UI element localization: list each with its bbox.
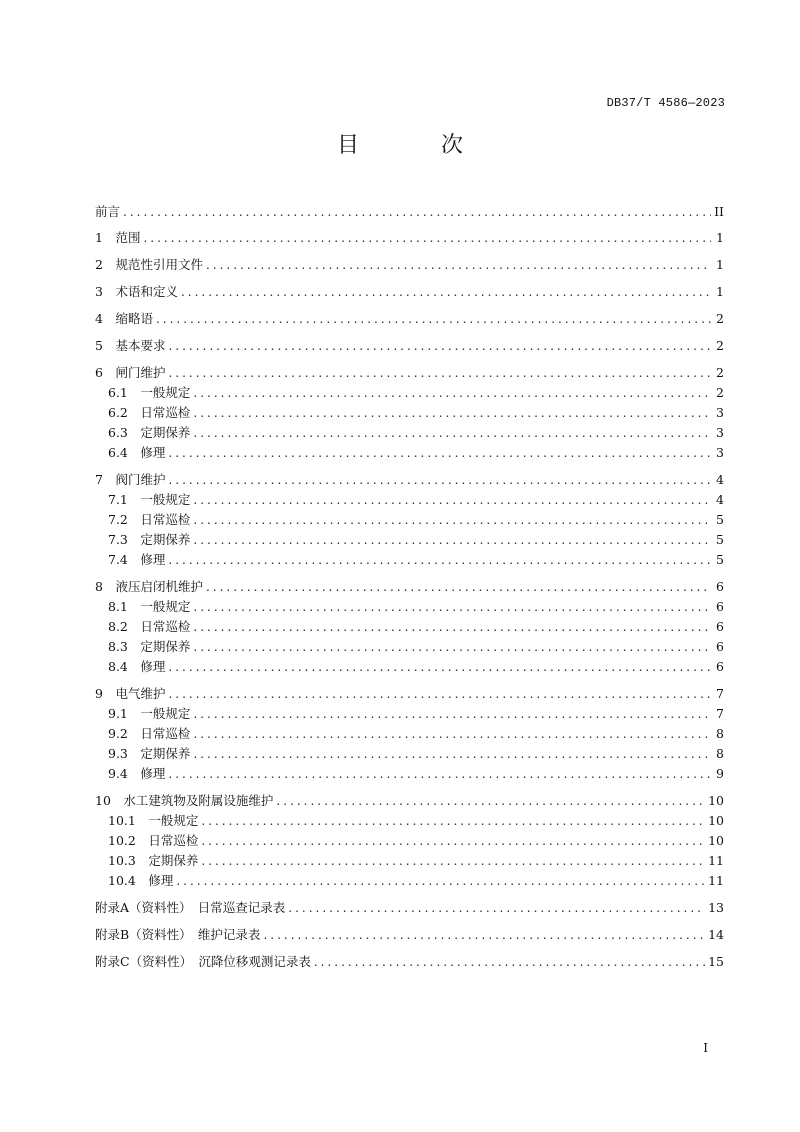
toc-entry[interactable] xyxy=(95,900,724,916)
toc-entry-page: 2 xyxy=(716,385,724,400)
toc-entry-page: 1 xyxy=(716,230,724,245)
toc-entry-label: 8.1 一般规定 xyxy=(108,599,191,614)
toc-entry-label: 9.1 一般规定 xyxy=(108,706,191,721)
toc-entry[interactable] xyxy=(95,385,724,401)
toc-leader-dots xyxy=(143,230,711,246)
page-number: I xyxy=(703,1041,708,1055)
toc-entry-page: 6 xyxy=(716,579,724,594)
toc-entry-page: 2 xyxy=(716,311,724,326)
toc-entry[interactable] xyxy=(95,472,724,488)
toc-leader-dots xyxy=(193,405,711,421)
toc-entry-page: 1 xyxy=(716,284,724,299)
toc-entry-label: 4 缩略语 xyxy=(95,311,153,326)
toc-entry[interactable] xyxy=(95,706,724,722)
toc-entry[interactable] xyxy=(95,257,724,273)
toc-leader-dots xyxy=(201,833,705,849)
toc-leader-dots xyxy=(168,338,711,354)
toc-leader-dots xyxy=(193,639,711,655)
toc-leader-dots xyxy=(314,954,705,970)
toc-entry-label: 10 水工建筑物及附属设施维护 xyxy=(95,793,274,808)
toc-entry[interactable] xyxy=(95,405,724,421)
toc-leader-dots xyxy=(193,599,711,615)
toc-entry[interactable] xyxy=(95,793,724,809)
toc-leader-dots xyxy=(193,512,711,528)
toc-entry[interactable] xyxy=(95,579,724,595)
toc-entry[interactable] xyxy=(95,833,724,849)
toc-leader-dots xyxy=(168,445,711,461)
document-code: DB37/T 4586—2023 xyxy=(606,96,725,110)
toc-entry-label: 7 阀门维护 xyxy=(95,472,166,487)
toc-entry-page: 6 xyxy=(716,659,724,674)
toc-leader-dots xyxy=(193,492,711,508)
toc-entry[interactable] xyxy=(95,619,724,635)
toc-entry[interactable] xyxy=(95,746,724,762)
toc-entry-page: 10 xyxy=(708,813,724,828)
toc-entry-page: 11 xyxy=(708,853,724,868)
toc-leader-dots xyxy=(193,385,711,401)
toc-entry-label: 附录B（资料性） 维护记录表 xyxy=(95,927,261,942)
toc-entry-label: 8.2 日常巡检 xyxy=(108,619,191,634)
toc-entry-page: 11 xyxy=(708,873,724,888)
toc-leader-dots xyxy=(193,619,711,635)
toc-entry[interactable] xyxy=(95,512,724,528)
toc-entry[interactable] xyxy=(95,338,724,354)
toc-entry[interactable] xyxy=(95,204,724,220)
toc-leader-dots xyxy=(193,425,711,441)
toc-entry-page: 1 xyxy=(716,257,724,272)
toc-entry-page: 15 xyxy=(708,954,724,969)
toc-entry-label: 6.4 修理 xyxy=(108,445,166,460)
toc-entry-page: 5 xyxy=(716,512,724,527)
toc-entry-page: 2 xyxy=(716,338,724,353)
toc-leader-dots xyxy=(288,900,705,916)
toc-entry-label: 附录A（资料性） 日常巡查记录表 xyxy=(95,900,286,915)
toc-leader-dots xyxy=(176,873,705,889)
toc-entry-label: 前言 xyxy=(95,204,121,219)
toc-leader-dots xyxy=(206,579,711,595)
toc-leader-dots xyxy=(156,311,711,327)
toc-entry-label: 1 范围 xyxy=(95,230,141,245)
toc-entry-page: 6 xyxy=(716,619,724,634)
page-title: 目 次 xyxy=(336,133,493,158)
toc-entry-page: 7 xyxy=(716,686,724,701)
toc-entry[interactable] xyxy=(95,659,724,675)
toc-entry-page: 4 xyxy=(716,472,724,487)
toc-entry[interactable] xyxy=(95,532,724,548)
toc-leader-dots xyxy=(276,793,705,809)
toc-entry[interactable] xyxy=(95,853,724,869)
toc-entry-page: 3 xyxy=(716,405,724,420)
toc-entry-page: 3 xyxy=(716,425,724,440)
toc-entry[interactable] xyxy=(95,425,724,441)
toc-entry-page: 14 xyxy=(708,927,724,942)
toc-entry-label: 7.1 一般规定 xyxy=(108,492,191,507)
toc-leader-dots xyxy=(193,706,711,722)
toc-entry-page: 13 xyxy=(708,900,724,915)
toc-entry-label: 7.4 修理 xyxy=(108,552,166,567)
toc-entry-label: 10.3 定期保养 xyxy=(108,853,199,868)
toc-entry[interactable] xyxy=(95,284,724,300)
toc-entry-label: 8 液压启闭机维护 xyxy=(95,579,203,594)
toc-entry[interactable] xyxy=(95,365,724,381)
toc-entry-page: 5 xyxy=(716,532,724,547)
toc-entry-page: 5 xyxy=(716,552,724,567)
toc-leader-dots xyxy=(201,813,705,829)
toc-entry-label: 8.4 修理 xyxy=(108,659,166,674)
toc-entry-page: 8 xyxy=(716,746,724,761)
toc-entry-page: 3 xyxy=(716,445,724,460)
toc-entry-label: 7.2 日常巡检 xyxy=(108,512,191,527)
toc-entry-page: 6 xyxy=(716,599,724,614)
toc-entry-page: 9 xyxy=(716,766,724,781)
toc-entry[interactable] xyxy=(95,230,724,246)
toc-entry[interactable] xyxy=(95,686,724,702)
toc-entry[interactable] xyxy=(95,766,724,782)
toc-leader-dots xyxy=(263,927,705,943)
toc-leader-dots xyxy=(193,532,711,548)
toc-entry-label: 10.2 日常巡检 xyxy=(108,833,199,848)
toc-entry-page: 4 xyxy=(716,492,724,507)
toc-entry[interactable] xyxy=(95,927,724,943)
toc-leader-dots xyxy=(181,284,711,300)
toc-entry-label: 10.1 一般规定 xyxy=(108,813,199,828)
toc-entry-page: 10 xyxy=(708,833,724,848)
toc-entry-label: 6.1 一般规定 xyxy=(108,385,191,400)
toc-entry[interactable] xyxy=(95,954,724,970)
toc-entry[interactable] xyxy=(95,445,724,461)
toc-entry-label: 10.4 修理 xyxy=(108,873,174,888)
toc-entry-page: II xyxy=(714,204,724,219)
toc-entry-page: 8 xyxy=(716,726,724,741)
toc-entry-label: 5 基本要求 xyxy=(95,338,166,353)
toc-entry-label: 9.3 定期保养 xyxy=(108,746,191,761)
toc-leader-dots xyxy=(201,853,705,869)
toc-leader-dots xyxy=(193,726,711,742)
toc-entry-page: 10 xyxy=(708,793,724,808)
toc-entry-label: 3 术语和定义 xyxy=(95,284,178,299)
toc-leader-dots xyxy=(123,204,711,220)
toc-leader-dots xyxy=(168,659,711,675)
toc-entry-label: 6.2 日常巡检 xyxy=(108,405,191,420)
toc-entry-label: 6 闸门维护 xyxy=(95,365,166,380)
toc-entry-label: 附录C（资料性） 沉降位移观测记录表 xyxy=(95,954,311,969)
toc-entry-page: 2 xyxy=(716,365,724,380)
toc-entry-label: 9.4 修理 xyxy=(108,766,166,781)
toc-entry-label: 8.3 定期保养 xyxy=(108,639,191,654)
toc-entry[interactable] xyxy=(95,813,724,829)
toc-entry-label: 2 规范性引用文件 xyxy=(95,257,203,272)
toc-entry-label: 9 电气维护 xyxy=(95,686,166,701)
toc-leader-dots xyxy=(168,365,711,381)
toc-entry[interactable] xyxy=(95,311,724,327)
toc-entry[interactable] xyxy=(95,599,724,615)
toc-leader-dots xyxy=(168,686,711,702)
toc-leader-dots xyxy=(168,552,711,568)
toc-leader-dots xyxy=(168,766,711,782)
toc-entry-label: 7.3 定期保养 xyxy=(108,532,191,547)
toc-entry[interactable] xyxy=(95,492,724,508)
toc-entry-label: 6.3 定期保养 xyxy=(108,425,191,440)
toc-leader-dots xyxy=(168,472,711,488)
toc-entry-page: 7 xyxy=(716,706,724,721)
toc-entry-page: 6 xyxy=(716,639,724,654)
toc-entry[interactable] xyxy=(95,726,724,742)
toc-leader-dots xyxy=(193,746,711,762)
toc-entry[interactable] xyxy=(95,873,724,889)
toc-entry[interactable] xyxy=(95,639,724,655)
toc-entry[interactable] xyxy=(95,552,724,568)
toc-entry-label: 9.2 日常巡检 xyxy=(108,726,191,741)
toc-leader-dots xyxy=(206,257,711,273)
